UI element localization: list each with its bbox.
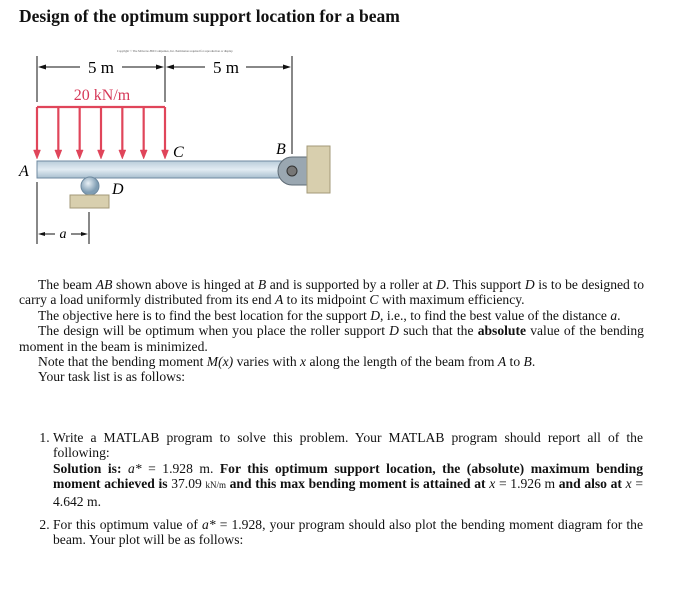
beam <box>37 161 299 178</box>
load-arrow-head <box>162 150 169 159</box>
paragraph-5: Your task list is as follows: <box>38 369 186 385</box>
paragraph-4: Note that the bending moment M(x) varies with x along the length of the beam from A to B. <box>38 354 536 370</box>
roller-base <box>70 195 109 208</box>
task-2: 2. For this optimum value of a* = 1.928, your program should also plot the bending moment diagram for the beam. Your plot will be as follows: <box>53 517 643 548</box>
problem-description <box>19 277 644 385</box>
point-b-label: B <box>276 141 286 158</box>
load-arrow-head <box>140 150 147 159</box>
paragraph-1: The beam AB shown above is hinged at B and is supported by a roller at D. This support D is to be designed to carry a load uniformly distributed from its end A to its midpoint C with maximum efficiency. <box>19 277 645 308</box>
load-arrow-head <box>76 150 83 159</box>
hinge-pin <box>287 166 297 176</box>
distance-a-label: a <box>59 227 67 242</box>
paragraph-3: The design will be optimum when you place the roller support D such that the absolute value of the bending moment in the beam is minimized. <box>19 323 644 354</box>
point-a-label: A <box>19 163 29 180</box>
load-label: 20 kN/m <box>73 87 131 104</box>
wall-support <box>307 146 330 193</box>
distributed-load-arrows <box>34 107 169 159</box>
dimension-right-label: 5 m <box>213 58 239 77</box>
task-1: 1. Write a MATLAB program to solve this problem. Your MATLAB program should report all of the following: Solution is: a* = 1.928 m. For this optimum support location, the (absolute) maximum bending moment achieved is 37.09 kN/m and this max bending moment is attained at x = 1.926 m and also at x = 4.642 m. <box>53 430 643 509</box>
dimension-left-label: 5 m <box>88 58 114 77</box>
load-arrow-head <box>55 150 62 159</box>
paragraph-2: The objective here is to find the best location for the support D, i.e., to find the best value of the distance a. <box>38 307 621 323</box>
roller-support <box>81 177 99 195</box>
load-arrow-head <box>119 150 126 159</box>
page-title: Design of the optimum support location for a beam <box>19 6 400 26</box>
point-d-label: D <box>112 181 124 198</box>
copyright-text: Copyright © The McGraw-Hill Companies, Inc. Permission required for reproduction or display. <box>116 49 234 53</box>
task-list <box>34 430 643 548</box>
load-arrow-head <box>98 150 105 159</box>
point-c-label: C <box>173 144 184 161</box>
load-arrow-head <box>34 150 41 159</box>
beam-figure <box>0 40 340 255</box>
